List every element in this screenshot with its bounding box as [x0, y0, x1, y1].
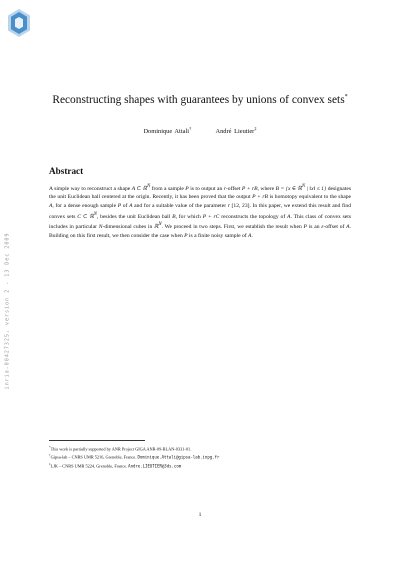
- footnote-3-email: Andre.LIEUTIER@3ds.com: [128, 463, 182, 469]
- footnote-2-email: Dominique.Attali@gipsa-lab.inpg.fr: [137, 454, 220, 460]
- author-1-mark: †: [189, 126, 192, 131]
- title-footnote-mark: *: [344, 94, 348, 101]
- title-text: Reconstructing shapes with guarantees by unions of convex sets: [52, 94, 345, 106]
- footnote-2: †Gipsa-lab – CNRS UMR 5216, Grenoble, France. Dominique.Attali@gipsa-lab.inpg.fr: [49, 453, 220, 460]
- author-1-name: Dominique Attali: [143, 128, 189, 136]
- arxiv-sidebar-identifier: [2, 232, 12, 390]
- page-number: 1: [198, 512, 202, 518]
- author-2: [216, 128, 257, 135]
- paper-title: [0, 94, 400, 106]
- abstract-body: A simple way to reconstruct a shape A ⊂ ℝ$^N$ from a sample P is to output an r-offset P + rB, where B = {x ∈ ℝ$^N$ | ‖x‖ ≤ 1} designates the unit Euclidean ball centered at the origin. Recently, it has been proved that the output P + rB is homotopy equivalent to the shape A, for a dense enough sample P of A and for a suitable value of the parameter r [12, 23]. In this paper, we extend this result and find convex sets C ⊂ ℝ$^N$, besides the unit Euclidean ball B, for which P + rC reconstructs the topology of A. This class of convex sets includes in particular N-dimensional cubes in ℝ$^N$. We proceed in two steps. First, we establish the result when P is an ε-offset of A. Building on this first result, we then consider the case when P is a finite noisy sample of A.: [49, 184, 352, 239]
- footnote-divider: [49, 440, 145, 441]
- author-2-name: André Lieutier: [215, 128, 255, 136]
- footnote-1: *This work is partially supported by ANR Project GIGA ANR-09-BLAN-0331-01.: [49, 445, 192, 452]
- hal-logo-icon: [6, 8, 32, 38]
- footnote-3: ‡LJK – CNRS UMR 5224, Grenoble, France. Andre.LIEUTIER@3ds.com: [49, 461, 182, 469]
- sidebar-id-text: inria-00427325, version 2 - 13 Dec 2009: [4, 232, 10, 390]
- abstract-heading: Abstract: [49, 166, 84, 176]
- footnotes: [49, 444, 219, 469]
- author-list: [0, 126, 400, 135]
- author-1: [143, 128, 191, 135]
- author-2-mark: ‡: [254, 126, 257, 131]
